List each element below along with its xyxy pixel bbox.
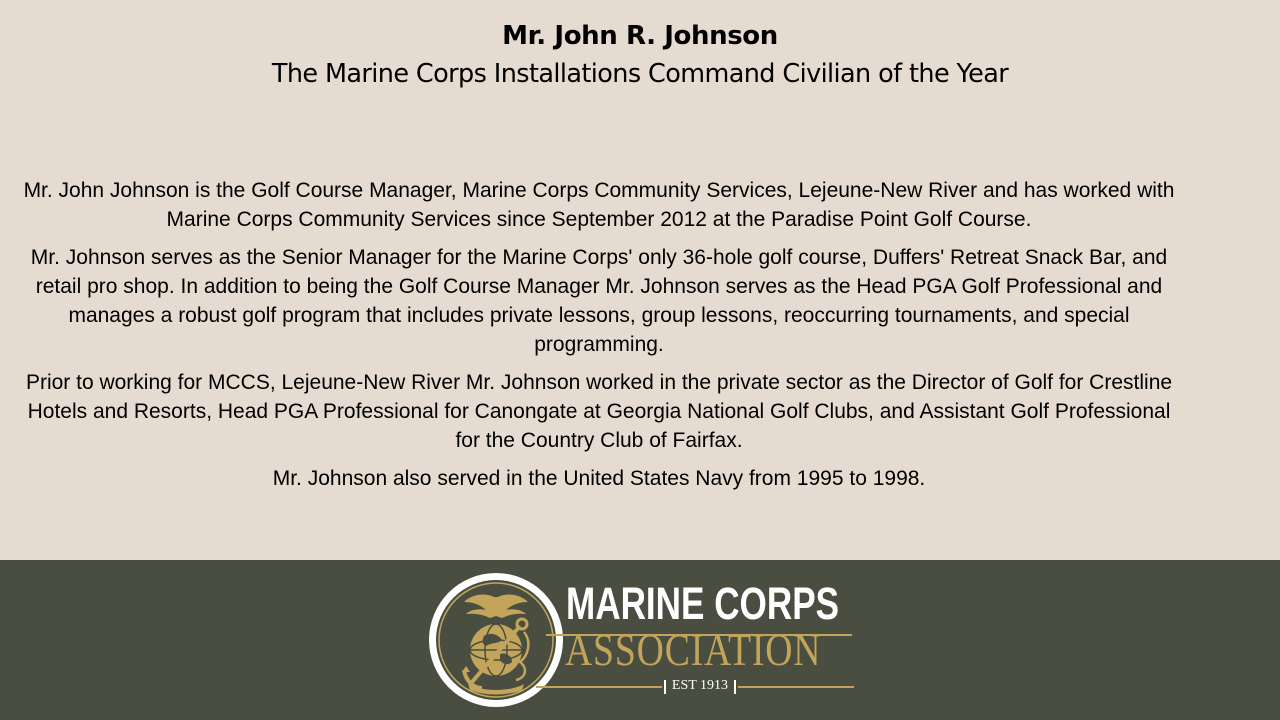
mca-logo [428, 572, 858, 708]
est-bar-right [734, 680, 736, 694]
award-title: The Marine Corps Installations Command Civilian of the Year [271, 59, 1009, 89]
logo-rule-bottom-right [738, 686, 854, 688]
footer-band [0, 560, 1280, 720]
logo-wordmark-top: MARINE CORPS [566, 578, 840, 629]
title-block [0, 18, 1280, 94]
bio-paragraph: Mr. Johnson also served in the United States Navy from 1995 to 1998. [272, 467, 926, 490]
bio-paragraph: Prior to working for MCCS, Lejeune-New River Mr. Johnson worked in the private sector as the Director of Golf for Crestline Hotels and Resorts, Head PGA Professional for Canongate at Georgia National Golf Clubs, and Assistant Golf Professional for the Country Club of Fairfax. [25, 371, 1173, 452]
biography [0, 176, 1198, 502]
bio-paragraph: Mr. John Johnson is the Golf Course Manager, Marine Corps Community Services, Lejeune-New River and has worked with Marine Corps Community Services since September 2012 at the Paradise Point Golf Course. [23, 179, 1175, 231]
logo-rule-bottom-left [536, 686, 662, 688]
logo-wordmark-bottom: ASSOCIATION [565, 624, 822, 675]
bio-paragraph: Mr. Johnson serves as the Senior Manager for the Marine Corps' only 36-hole golf course, Duffers' Retreat Snack Bar, and retail pro shop. In addition to being the Golf Course Manager Mr. Johnson serves as the Head PGA Golf Professional and manages a robust golf program that includes private lessons, group lessons, reoccurring tournaments, and special programming. [30, 246, 1168, 356]
logo-established: EST 1913 [671, 678, 729, 693]
honoree-name: Mr. John R. Johnson [502, 21, 778, 51]
